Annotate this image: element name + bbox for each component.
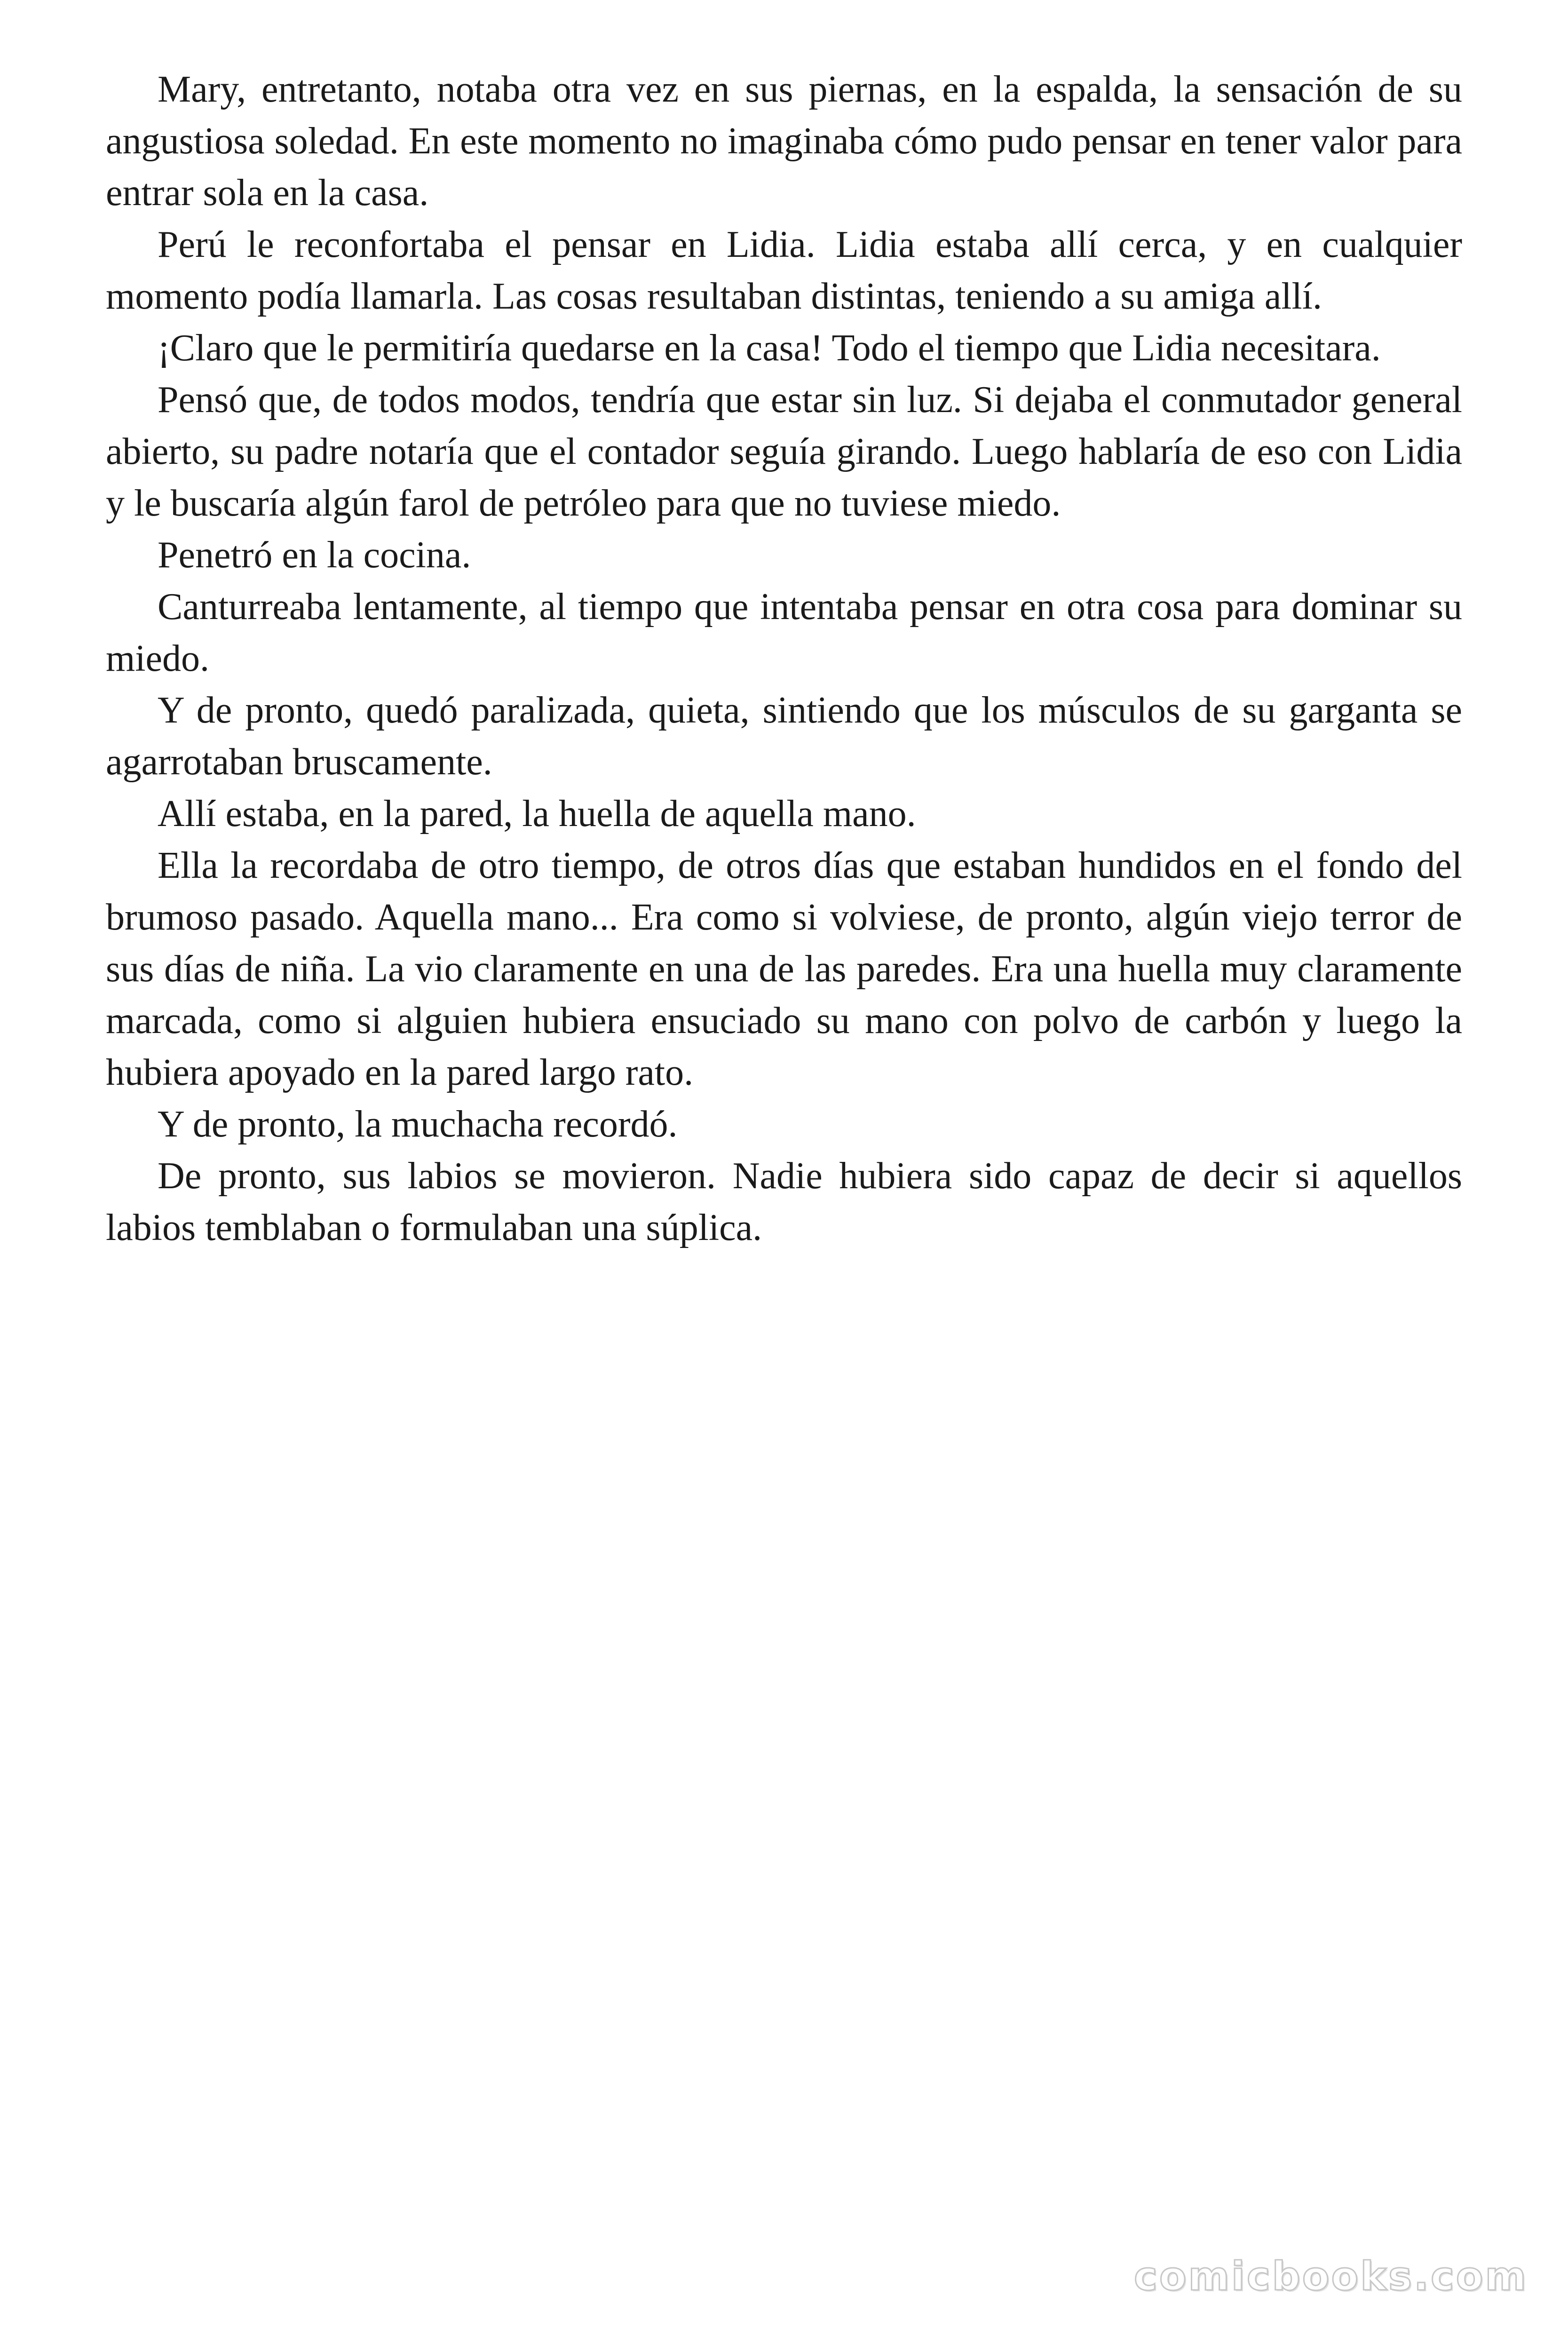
paragraph: Allí estaba, en la pared, la huella de aquella mano. (158, 793, 916, 834)
paragraph: Ella la recordaba de otro tiempo, de otros días que estaban hundidos en el fondo del brumoso pasado. Aquella mano... Era como si volviese, de pronto, algún viejo terror de sus días de niña. La vio claramente en una de las paredes. Era una huella muy claramente marcada, como si alguien hubiera ensuciado su mano con polvo de carbón y luego la hubiera apoyado en la pared largo rato. (106, 845, 1462, 1093)
paragraph: De pronto, sus labios se movieron. Nadie hubiera sido capaz de decir si aquellos labios temblaban o formulaban una súplica. (106, 1155, 1462, 1248)
body-text (106, 64, 1462, 1254)
paragraph: Y de pronto, quedó paralizada, quieta, sintiendo que los músculos de su garganta se agarrotaban bruscamente. (106, 690, 1462, 783)
paragraph: Canturreaba lentamente, al tiempo que intentaba pensar en otra cosa para dominar su miedo. (106, 586, 1462, 679)
paragraph: Perú le reconfortaba el pensar en Lidia. Lidia estaba allí cerca, y en cualquier momento podía llamarla. Las cosas resultaban distintas, teniendo a su amiga allí. (106, 224, 1462, 317)
paragraph: Mary, entretanto, notaba otra vez en sus piernas, en la espalda, la sensación de su angustiosa soledad. En este momento no imaginaba cómo pudo pensar en tener valor para entrar sola en la casa. (106, 69, 1462, 214)
watermark: comicbooks.com (1134, 2253, 1528, 2299)
paragraph: ¡Claro que le permitiría quedarse en la casa! Todo el tiempo que Lidia necesitara. (158, 327, 1381, 369)
paragraph: Pensó que, de todos modos, tendría que estar sin luz. Si dejaba el conmutador general abierto, su padre notaría que el contador seguía girando. Luego hablaría de eso con Lidia y le buscaría algún farol de petróleo para que no tuviese miedo. (106, 379, 1462, 524)
paragraph: Y de pronto, la muchacha recordó. (158, 1104, 678, 1145)
paragraph: Penetró en la cocina. (158, 534, 471, 576)
